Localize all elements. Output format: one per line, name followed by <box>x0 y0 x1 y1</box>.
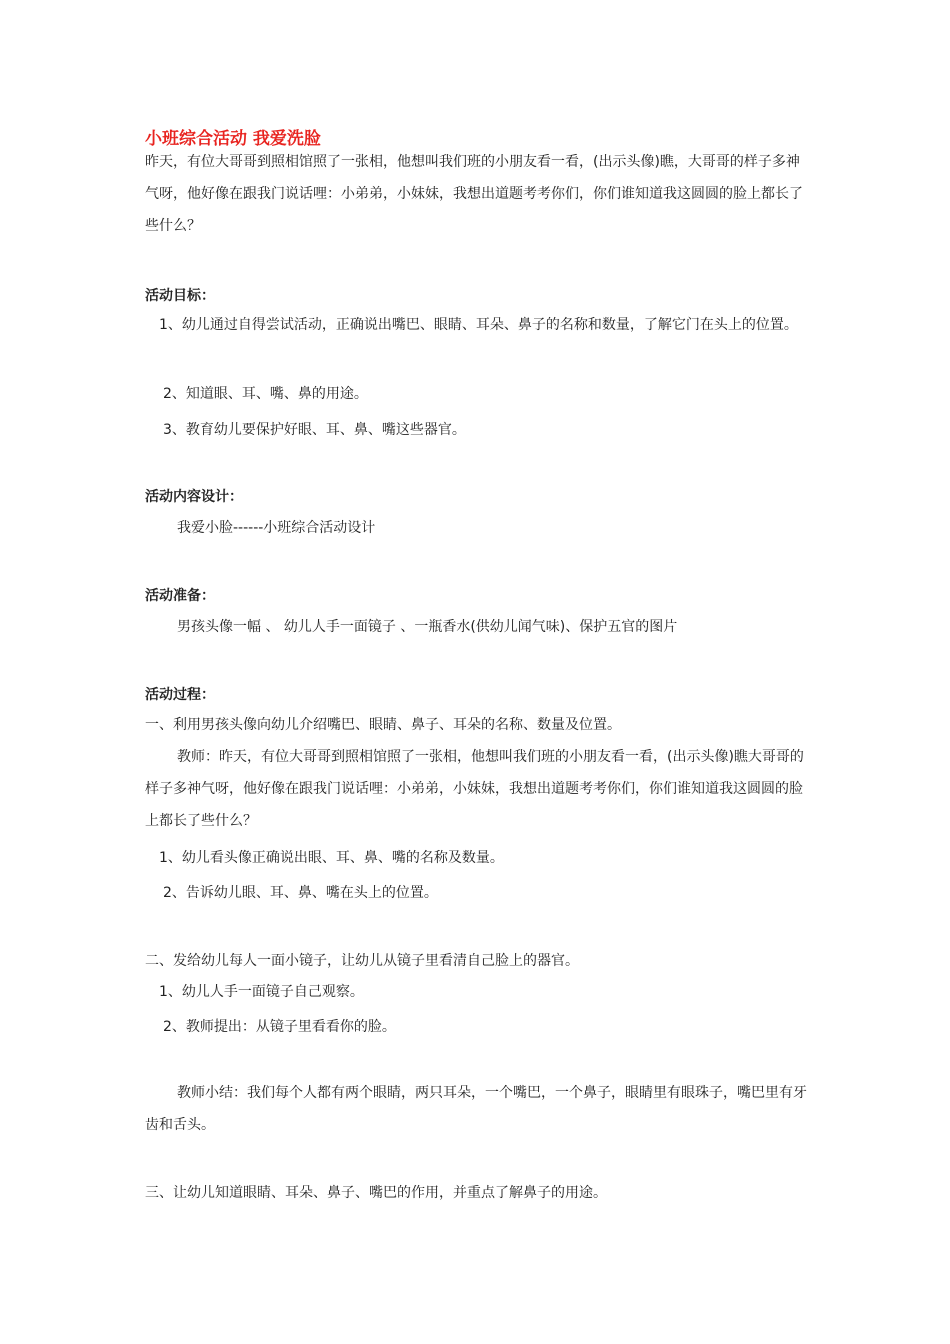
process-step-3: 三、让幼儿知道眼睛、耳朵、鼻子、嘴巴的作用，并重点了解鼻子的用途。 <box>145 1185 607 1201</box>
design-text: 我爱小脸------小班综合活动设计 <box>177 520 376 536</box>
goals-heading: 活动目标： <box>145 288 215 304</box>
intro-paragraph: 昨天，有位大哥哥到照相馆照了一张相，他想叫我们班的小朋友看一看，(出示头像)瞧，大哥哥的样子多神气呀，他好像在跟我门说话哩：小弟弟，小妹妹，我想出道题考考你们，你们谁知道我这圆圆的脸上都长了些什么？ <box>145 154 803 234</box>
process-step-1-a: 1、幼儿看头像正确说出眼、耳、鼻、嘴的名称及数量。 <box>159 850 504 866</box>
prep-heading: 活动准备： <box>145 588 215 604</box>
goal-item-3: 3、教育幼儿要保护好眼、耳、鼻、嘴这些器官。 <box>163 422 466 438</box>
process-step-1-teacher: 教师：昨天，有位大哥哥到照相馆照了一张相，他想叫我们班的小朋友看一看，(出示头像)瞧大哥哥的样子多神气呀，他好像在跟我门说话哩：小弟弟，小妹妹，我想出道题考考你们，你们谁知道我这圆圆的脸上都长了些什么？ <box>145 749 804 829</box>
document-title: 小班综合活动 我爱洗脸 <box>145 129 321 149</box>
process-step-2-a: 1、幼儿人手一面镜子自己观察。 <box>159 984 364 1000</box>
teacher-summary: 教师小结：我们每个人都有两个眼睛，两只耳朵，一个嘴巴，一个鼻子，眼睛里有眼珠子，嘴巴里有牙齿和舌头。 <box>145 1085 807 1133</box>
goal-item-1: 1、幼儿通过自得尝试活动，正确说出嘴巴、眼睛、耳朵、鼻子的名称和数量，了解它门在头上的位置。 <box>159 317 798 333</box>
process-step-1-b: 2、告诉幼儿眼、耳、鼻、嘴在头上的位置。 <box>163 885 438 901</box>
design-heading: 活动内容设计： <box>145 489 243 505</box>
prep-text: 男孩头像一幅 、 幼儿人手一面镜子 、一瓶香水(供幼儿闻气味)、保护五官的图片 <box>177 619 678 635</box>
process-step-2: 二、发给幼儿每人一面小镜子，让幼儿从镜子里看清自己脸上的器官。 <box>145 953 579 969</box>
process-heading: 活动过程： <box>145 687 215 703</box>
process-step-1: 一、利用男孩头像向幼儿介绍嘴巴、眼睛、鼻子、耳朵的名称、数量及位置。 <box>145 717 621 733</box>
process-step-2-b: 2、教师提出：从镜子里看看你的脸。 <box>163 1019 396 1035</box>
goal-item-2: 2、知道眼、耳、嘴、鼻的用途。 <box>163 386 368 402</box>
